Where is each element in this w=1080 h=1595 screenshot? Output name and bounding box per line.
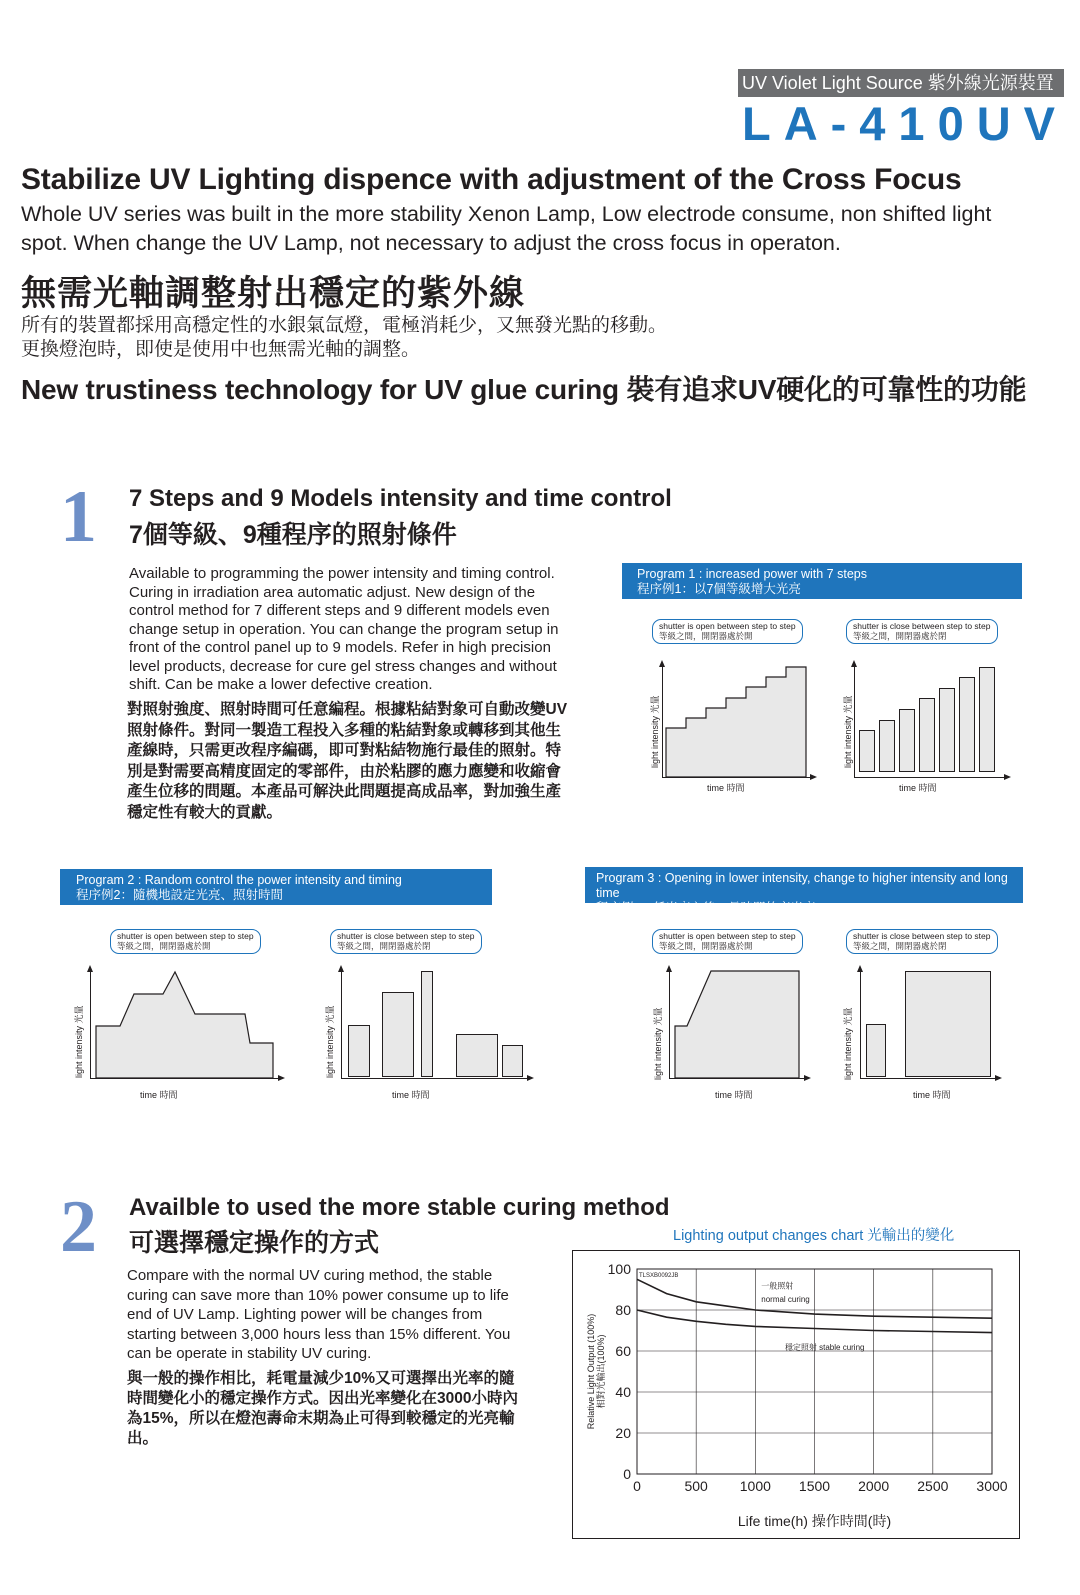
y-tick-label: 0 — [623, 1466, 631, 1482]
y-axis-arrow-icon — [338, 965, 344, 972]
section2-number: 2 — [60, 1186, 97, 1268]
shutter-open-pill — [110, 929, 261, 954]
y-axis-label: light intensity 光量 — [650, 695, 660, 768]
program1-label-en: Program 1 : increased power with 7 steps — [637, 567, 867, 581]
x-axis-label: time 時間 — [392, 1090, 430, 1100]
x-axis-arrow-icon — [1004, 774, 1011, 780]
pill-text-cn: 等級之間，開閉器處於開 — [659, 631, 753, 641]
x-tick-label: 1500 — [798, 1478, 831, 1494]
section2-title-cn: 可選擇穩定操作的方式 — [129, 1229, 380, 1257]
intro-body-cn-line2: 更換燈泡時，即使是使用中也無需光軸的調整。 — [21, 339, 421, 360]
product-category-tag: UV Violet Light Source 紫外線光源裝置 — [738, 69, 1064, 97]
y-axis-label: light intensity 光量 — [325, 1005, 335, 1078]
x-axis-label: time 時間 — [899, 783, 937, 793]
low-intensity-bar — [866, 1024, 886, 1077]
x-axis-label: time 時間 — [707, 783, 745, 793]
x-axis-title: Life time(h) 操作時間(時) — [737, 1513, 892, 1529]
x-tick-label: 1000 — [739, 1478, 771, 1494]
series-label-normal-cn: 一般照射 — [761, 1281, 794, 1291]
high-intensity-bar — [905, 971, 991, 1077]
section1-title-cn: 7個等級、9種程序的照射條件 — [129, 521, 457, 549]
program1-banner — [622, 563, 1022, 599]
series-label-stable: 穩定照射 stable curing — [784, 1342, 865, 1352]
shutter-open-pill — [652, 929, 803, 954]
intro-title-cn: 無需光軸調整射出穩定的紫外線 — [21, 274, 526, 313]
y-axis-label: light intensity 光量 — [843, 695, 853, 768]
program3-label-cn: 程序例3：低光亮之後，長時間的高光亮 — [596, 901, 816, 915]
step-bar — [919, 698, 935, 772]
x-axis-label: time 時間 — [913, 1090, 951, 1100]
step-bar — [859, 730, 875, 772]
pill-text-cn: 等級之間，開閉器處於閉 — [337, 941, 431, 951]
section1-title-en: 7 Steps and 9 Models intensity and time control — [129, 485, 672, 512]
x-axis-arrow-icon — [995, 1075, 1002, 1081]
pill-text-en: shutter is close between step to step — [853, 931, 991, 941]
step-bar — [979, 667, 995, 772]
program2-banner — [60, 869, 492, 905]
y-axis-title-cn: 相對光輸出(100%) — [596, 1334, 606, 1409]
lighting-output-chart — [572, 1250, 1020, 1539]
y-axis-arrow-icon — [857, 965, 863, 972]
program1-step-shape — [662, 665, 812, 777]
section1-number: 1 — [60, 476, 97, 558]
y-tick-label: 100 — [607, 1261, 631, 1277]
intro-body-cn — [21, 314, 1021, 362]
section1-body-cn: 對照射強度、照射時間可任意編程。根據粘結對象可自動改變UV照射條件。對同一製造工程投入多種的粘結對象或轉移到其他生產線時，只需更改程序編碼，即可對粘結物施行最佳的照射。特別是對需要高精度固定的零部件，由於粘膠的應力應變和收縮會產生位移的問題。本產品可解決此問題提高成品率，對加強生產穩定性有較大的貢獻。 — [127, 701, 568, 821]
random-bar — [456, 1034, 498, 1077]
step-bar — [939, 688, 955, 772]
y-tick-label: 20 — [615, 1425, 631, 1441]
pill-text-cn: 等級之間，開閉器處於開 — [117, 941, 211, 951]
program3-label-en: Program 3 : Opening in lower intensity, change to higher intensity and long time — [596, 871, 1008, 900]
x-axis-label: time 時間 — [140, 1090, 178, 1100]
pill-text-cn: 等級之間，開閉器處於閉 — [853, 631, 947, 641]
x-tick-label: 3000 — [976, 1478, 1008, 1494]
random-bar — [421, 971, 433, 1077]
y-axis-label: light intensity 光量 — [74, 1005, 84, 1078]
x-tick-label: 500 — [684, 1478, 708, 1494]
step-bar — [899, 709, 915, 772]
x-axis-label: time 時間 — [715, 1090, 753, 1100]
random-bar — [502, 1045, 523, 1077]
chart-code: TLSXB0092JB — [639, 1273, 679, 1279]
random-bar — [348, 1025, 370, 1077]
y-tick-label: 40 — [615, 1384, 631, 1400]
y-axis-title-en: Relative Light Output (100%) — [586, 1313, 596, 1430]
program2-random-shape — [90, 970, 280, 1078]
section1-body-en: Available to programming the power intensity and timing control. Curing in irradiation area automatic adjust. New design of the control method for 7 different steps and 9 different models even change setup in operation. You can change the program setup in front of the control panel up to 9 models. Refer in high precision level products, decrease for cure gel stress changes and without shift. Can be make a lower defective creation. — [129, 565, 559, 693]
step-bar — [879, 720, 895, 772]
program2-label-en: Program 2 : Random control the power intensity and timing — [76, 873, 402, 887]
y-axis-label: light intensity 光量 — [653, 1007, 663, 1080]
y-axis-label: light intensity 光量 — [843, 1007, 853, 1080]
x-tick-label: 2000 — [858, 1478, 890, 1494]
random-bar — [382, 992, 414, 1077]
shutter-close-pill — [330, 929, 482, 954]
section2-body-cn: 與一般的操作相比，耗電量減少10%又可選擇出光率的隨時間變化小的穩定操作方式。因出光率變化在3000小時內為15%，所以在燈泡壽命末期為止可得到較穩定的光亮輸出。 — [127, 1370, 518, 1447]
pill-text-cn: 等級之間，開閉器處於開 — [659, 941, 753, 951]
pill-text-en: shutter is open between step to step — [117, 931, 254, 941]
shutter-open-pill — [652, 619, 803, 644]
program1-label-cn: 程序例1：以7個等級增大光亮 — [637, 582, 801, 596]
pill-text-en: shutter is open between step to step — [659, 931, 796, 941]
y-tick-label: 80 — [615, 1302, 631, 1318]
series-label-normal-en: normal curing — [761, 1294, 810, 1304]
intro-body-cn-line1: 所有的裝置都採用高穩定性的水銀氣氙燈，電極消耗少，又無發光點的移動。 — [21, 315, 668, 336]
chart-title: Lighting output changes chart 光輸出的變化 — [673, 1228, 955, 1244]
intro-title-en: Stabilize UV Lighting dispence with adjustment of the Cross Focus — [21, 163, 962, 196]
step-bar — [959, 677, 975, 772]
tagline: New trustiness technology for UV glue curing 裝有追求UV硬化的可靠性的功能 — [21, 374, 1027, 405]
x-tick-label: 2500 — [917, 1478, 949, 1494]
x-tick-label: 0 — [633, 1478, 641, 1494]
shutter-close-pill — [846, 619, 998, 644]
shutter-close-pill — [846, 929, 998, 954]
x-axis-arrow-icon — [527, 1075, 534, 1081]
pill-text-en: shutter is close between step to step — [337, 931, 475, 941]
section2-title-en: Availble to used the more stable curing method — [129, 1194, 670, 1221]
y-axis-arrow-icon — [851, 660, 857, 667]
program3-banner — [585, 867, 1023, 915]
program3-step-shape — [669, 970, 806, 1078]
pill-text-en: shutter is open between step to step — [659, 621, 796, 631]
program2-label-cn: 程序例2：隨機地設定光亮、照射時間 — [76, 888, 283, 902]
y-tick-label: 60 — [615, 1343, 631, 1359]
section2-body-en: Compare with the normal UV curing method, the stable curing can save more than 10% power consume up to life end of UV Lamp. Lighting power will be changes from starting between 3,000 hours less than 15% different. You can be operate in stability UV curing. — [127, 1267, 511, 1362]
intro-body-en: Whole UV series was built in the more stability Xenon Lamp, Low electrode consume, non shifted light spot. When change the UV Lamp, not necessary to adjust the cross focus in operaton. — [21, 202, 992, 255]
pill-text-en: shutter is close between step to step — [853, 621, 991, 631]
pill-text-cn: 等級之間，開閉器處於閉 — [853, 941, 947, 951]
model-number: LA-410UV — [741, 97, 1068, 150]
